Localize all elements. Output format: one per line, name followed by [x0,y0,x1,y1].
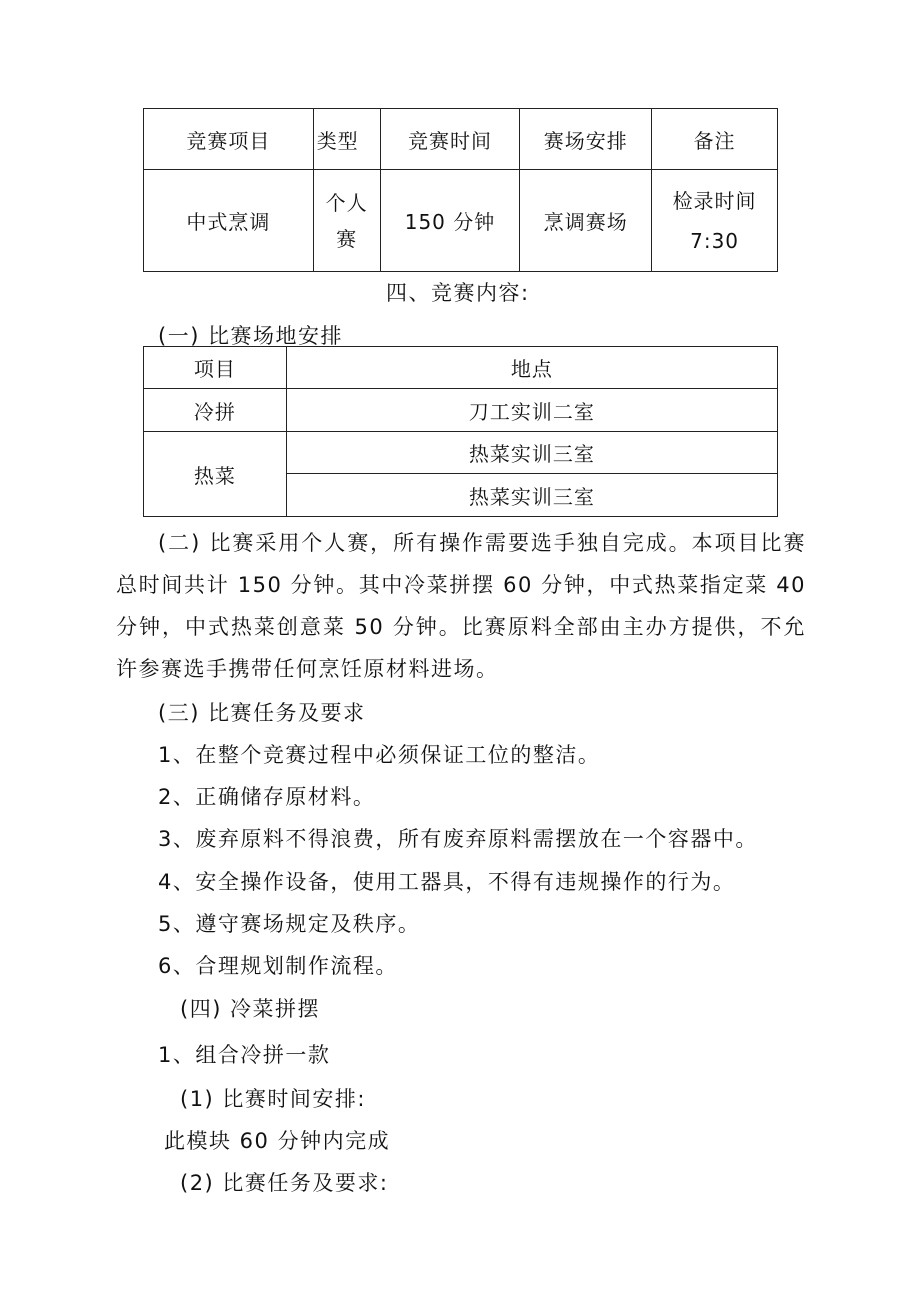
body-paragraph: (二) 比赛采用个人赛，所有操作需要选手独自完成。本项目比赛总时间共计 150 分钟。其中冷菜拼摆 60 分钟，中式热菜指定菜 40 分钟，中式热菜创意菜 50 分钟。比赛原料全部由主办方提供，不允许参赛选手携带任何烹饪原材料进场。 [116,531,806,681]
subsection-heading: (四) 冷菜拼摆 [180,997,321,1021]
table-row [144,170,778,272]
type-line-2: 赛 [336,226,358,251]
header-cell: 竞赛项目 [144,109,314,170]
header-cell: 竞赛时间 [380,109,520,170]
list-item: 1、在整个竞赛过程中必须保证工位的整洁。 [158,743,601,767]
table-row [144,432,778,474]
header-cell: 地点 [286,347,777,389]
item-cell: 热菜 [144,432,287,517]
time-cell: 150 分钟 [380,170,520,272]
place-cell: 热菜实训三室 [286,474,777,517]
header-cell: 项目 [144,347,287,389]
list-item: 2、正确储存原材料。 [158,785,376,809]
list-item: 4、安全操作设备，使用工器具，不得有违规操作的行为。 [158,870,736,894]
subsection-heading: (三) 比赛任务及要求 [158,701,366,725]
competition-schedule-table [143,108,778,272]
header-cell: 赛场安排 [520,109,652,170]
list-item: 6、合理规划制作流程。 [158,954,398,978]
subsection-heading: (一) 比赛场地安排 [158,324,344,348]
list-item: 5、遵守赛场规定及秩序。 [158,912,421,936]
note-line-2: 7:30 [690,228,740,253]
item-text: 此模块 60 分钟内完成 [164,1129,391,1153]
note-cell [652,170,778,272]
item-subheading: (1) 比赛时间安排: [180,1087,366,1111]
table-row [144,389,778,432]
venue-table [143,346,778,517]
item-cell: 冷拼 [144,389,287,432]
item-heading: 1、组合冷拼一款 [158,1043,331,1067]
venue-cell: 烹调赛场 [520,170,652,272]
section-heading: 四、竞赛内容: [386,281,530,305]
header-cell: 类型 [313,109,380,170]
list-item: 3、废弃原料不得浪费，所有废弃原料需摆放在一个容器中。 [158,827,758,851]
place-cell: 热菜实训三室 [286,432,777,474]
item-subheading: (2) 比赛任务及要求: [180,1171,389,1195]
header-cell: 备注 [652,109,778,170]
place-cell: 刀工实训二室 [286,389,777,432]
type-cell [313,170,380,272]
table-header-row [144,347,778,389]
note-line-1: 检录时间 [672,188,757,213]
project-cell: 中式烹调 [144,170,314,272]
type-line-1: 个人 [325,190,368,215]
table-header-row [144,109,778,170]
